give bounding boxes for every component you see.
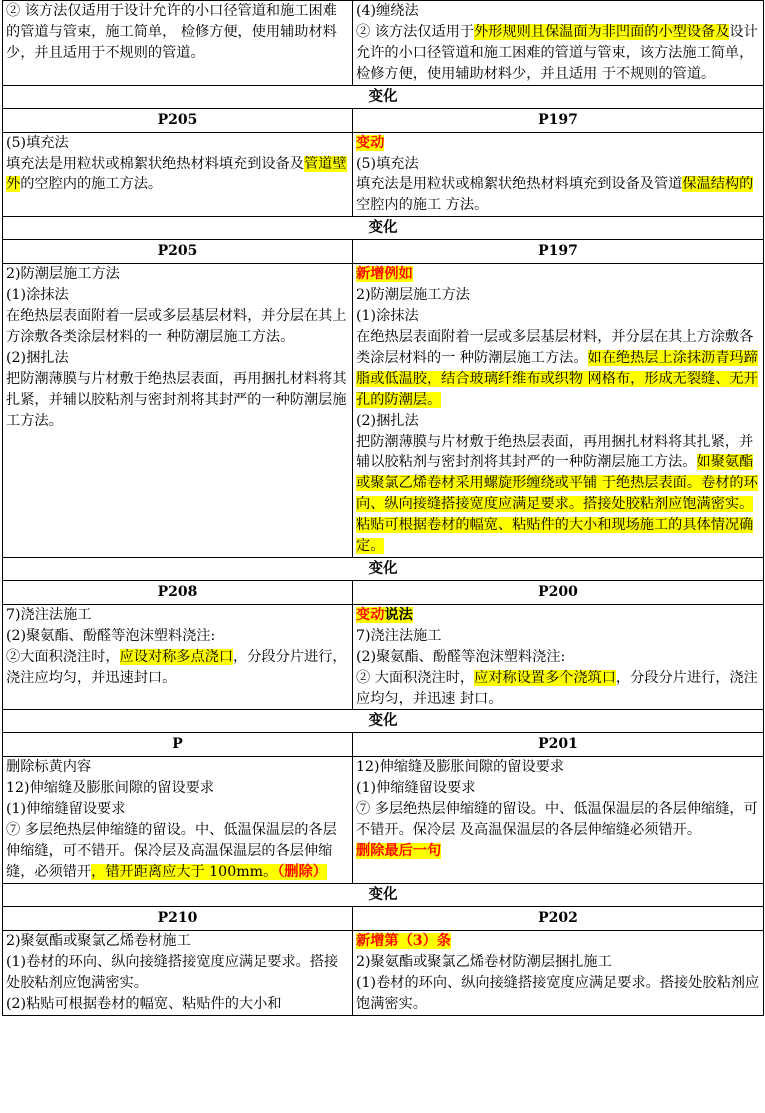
text-line: (1)卷材的环向、纵向接缝搭接宽度应满足要求。搭接处胶粘剂应饱满密实。 (356, 974, 760, 1012)
tag-line (356, 605, 760, 626)
content-row (3, 604, 764, 710)
tag-line (356, 841, 760, 862)
page-ref-right: P201 (353, 733, 764, 757)
text-paragraph (356, 432, 760, 557)
left-cell (3, 132, 353, 217)
text-span: 的空腔内的施工方法。 (20, 176, 163, 193)
text-line: (4)缠绕法 (356, 3, 419, 19)
section-label: 变化 (3, 557, 764, 580)
section-row (3, 217, 764, 240)
page-ref-right: P197 (353, 240, 764, 264)
header-row (3, 580, 764, 604)
content-row (3, 757, 764, 883)
text-line: ⑦ 多层绝热层伸缩缝的留设。中、低温保温层的各层伸缩缝，可不错开。保冷层 及高温保温层的各层伸缩缝必须错开。 (356, 801, 758, 839)
left-cell (3, 264, 353, 558)
tag-line (356, 264, 760, 285)
highlighted-text: 如在绝热层上涂抹沥青玛蹄脂或低温胶，结合玻璃纤维布或织物 网格布，形成无裂缝、无开孔的防潮层。 (356, 349, 758, 408)
highlighted-text: 应对称设置多个浇筑口 (474, 669, 616, 686)
right-cell (353, 132, 764, 217)
text-span: 填充法是用粒状或棉絮状绝热材料填充到设备及 (6, 155, 304, 172)
text-line: (1)卷材的环向、纵向接缝搭接宽度应满足要求。搭接处胶粘剂应饱满密实。 (6, 953, 339, 991)
text-span: ②大面积浇注时， (6, 648, 120, 665)
section-row (3, 557, 764, 580)
page-ref-left: P205 (3, 108, 353, 132)
text-span: ② 该方法仅适用于 (356, 23, 475, 40)
text-paragraph (356, 327, 760, 411)
text-line: 2)防潮层施工方法 (356, 287, 470, 304)
text-line: (5)填充法 (356, 155, 419, 172)
right-cell (353, 930, 764, 1015)
section-label: 变化 (3, 710, 764, 733)
right-cell (353, 264, 764, 558)
text-span: ，分段分片进行，浇注应均匀，并迅速 封口。 (356, 669, 758, 707)
tag-line (356, 133, 760, 154)
section-row (3, 883, 764, 906)
change-tag-black: 说法 (384, 606, 413, 623)
left-cell (3, 1, 353, 86)
text-span: ，分段分片进行，浇注应均匀，并迅速封口。 (6, 648, 347, 686)
section-label: 变化 (3, 85, 764, 108)
page-ref-right: P202 (353, 906, 764, 930)
change-tag: 删除最后一句 (356, 843, 442, 860)
text-line: ② 该方法仅适用于设计允许的小口径管道和施工困难的管道与管束，施工简单， 检修方便，使用辅助材料少，并且适用于不规则的管道。 (6, 3, 337, 61)
text-line: 删除标黄内容 (6, 759, 92, 776)
right-cell (353, 1, 764, 86)
highlighted-text: 应设对称多点浇口 (119, 648, 234, 665)
page-ref-right: P197 (353, 108, 764, 132)
text-line: (5)填充法 (6, 134, 69, 151)
section-row (3, 85, 764, 108)
highlighted-text: 外形规则且保温面为非凹面的小型设备及 (474, 23, 730, 40)
section-row (3, 710, 764, 733)
content-row (3, 930, 764, 1015)
text-line: 2)防潮层施工方法 (6, 266, 120, 283)
change-tag: 新增例如 (356, 266, 413, 283)
page-ref-left: P210 (3, 906, 353, 930)
text-line: 在绝热层表面附着一层或多层基层材料，并分层在其上方涂敷各类涂层材料的一 种防潮层施工方法。 (6, 308, 347, 345)
text-line: 2)聚氨酯或聚氯乙烯卷材防潮层捆扎施工 (356, 953, 612, 970)
text-line: (2)粘贴可根据卷材的幅宽、粘贴件的大小和 (6, 995, 282, 1012)
content-row (3, 264, 764, 558)
section-label: 变化 (3, 217, 764, 240)
text-line: 12)伸缩缝及膨胀间隙的留设要求 (6, 780, 215, 797)
text-line: (2)聚氨酯、酚醛等泡沫塑料浇注: (6, 627, 216, 644)
header-row (3, 906, 764, 930)
highlighted-text: 保温结构的 (682, 176, 754, 193)
content-row (3, 132, 764, 217)
left-cell (3, 604, 353, 710)
change-tag: 新增第（3）条 (356, 932, 451, 949)
page-ref-left: P205 (3, 240, 353, 264)
text-line: (2)捆扎法 (356, 412, 419, 429)
text-span: 设计允许的小口径管道和施工困难的管道与管束，该方法施工简单，检修方便，使用辅助材料少，并且适用 于不规则的管道。 (356, 23, 758, 82)
right-cell (353, 604, 764, 710)
highlighted-text: 如聚氨酯或聚氯乙烯卷材采用螺旋形缠绕或平铺 于绝热层表面。卷材的环向、纵向接缝搭接宽度应满足要求。搭接处胶粘剂应饱满密实。粘贴可根据卷材的幅宽、粘贴件的大小和现场施工的具体情况确定。 (356, 454, 758, 555)
change-tag (356, 607, 413, 623)
left-cell (3, 930, 353, 1015)
left-cell (3, 757, 353, 883)
text-paragraph (6, 820, 349, 883)
text-span: ② 大面积浇注时， (356, 669, 475, 686)
change-tag-red: 变动 (356, 606, 385, 623)
text-line: 12)伸缩缝及膨胀间隙的留设要求 (356, 759, 565, 776)
text-paragraph (6, 154, 349, 196)
highlighted-text: ，错开距离应大于 100mm。 (91, 864, 278, 880)
comparison-table (2, 0, 764, 1016)
text-line: (1)伸缩缝留设要求 (6, 801, 126, 818)
text-line: (1)涂抹法 (356, 308, 419, 325)
text-paragraph (356, 174, 760, 216)
page-ref-left: P208 (3, 580, 353, 604)
text-span: 空腔内的施工 方法。 (356, 197, 489, 214)
text-line: (2)聚氨酯、酚醛等泡沫塑料浇注: (356, 648, 566, 665)
header-row (3, 240, 764, 264)
tag-line (356, 931, 760, 952)
text-span: 在绝热层表面附着一层或多层基层材料，并分层在其上方涂敷各类涂层材料的一 种防潮层施工方法。 (356, 328, 754, 366)
text-line: (1)涂抹法 (6, 287, 69, 304)
text-paragraph (6, 647, 349, 689)
text-line: 2)聚氨酯或聚氯乙烯卷材施工 (6, 932, 191, 949)
page-ref-right: P200 (353, 580, 764, 604)
text-line: (1)伸缩缝留设要求 (356, 780, 476, 797)
text-span: 把防潮薄膜与片材敷于绝热层表面，再用捆扎材料将其扎紧，并辅以胶粘剂与密封剂将其封严的一种防潮层施工方法。 (356, 433, 754, 471)
text-line: 7)浇注法施工 (356, 627, 442, 644)
text-line: 7)浇注法施工 (6, 606, 92, 623)
text-paragraph (356, 668, 760, 710)
text-line: (2)捆扎法 (6, 349, 69, 366)
page-ref-left: P (3, 733, 353, 757)
text-span: ⑦ 多层绝热层伸缩缝的留设。中、低温保温层的各层伸缩缝，可不错开。保冷层及高温保温层的各层伸缩缝，必须错开 (6, 822, 337, 880)
text-line: 把防潮薄膜与片材敷于绝热层表面，再用捆扎材料将其扎紧，并辅以胶粘剂与密封剂将其封严的一种防潮层施工方法。 (6, 370, 347, 429)
text-span: 填充法是用粒状或棉絮状绝热材料填充到设备及管道 (356, 176, 683, 193)
highlighted-text: 管道壁外 (6, 155, 347, 193)
header-row (3, 108, 764, 132)
right-cell (353, 757, 764, 883)
delete-tag: （删除） (277, 864, 327, 880)
section-label: 变化 (3, 883, 764, 906)
text-paragraph (356, 22, 760, 85)
change-tag: 变动 (356, 134, 385, 151)
header-row (3, 733, 764, 757)
content-row (3, 1, 764, 86)
